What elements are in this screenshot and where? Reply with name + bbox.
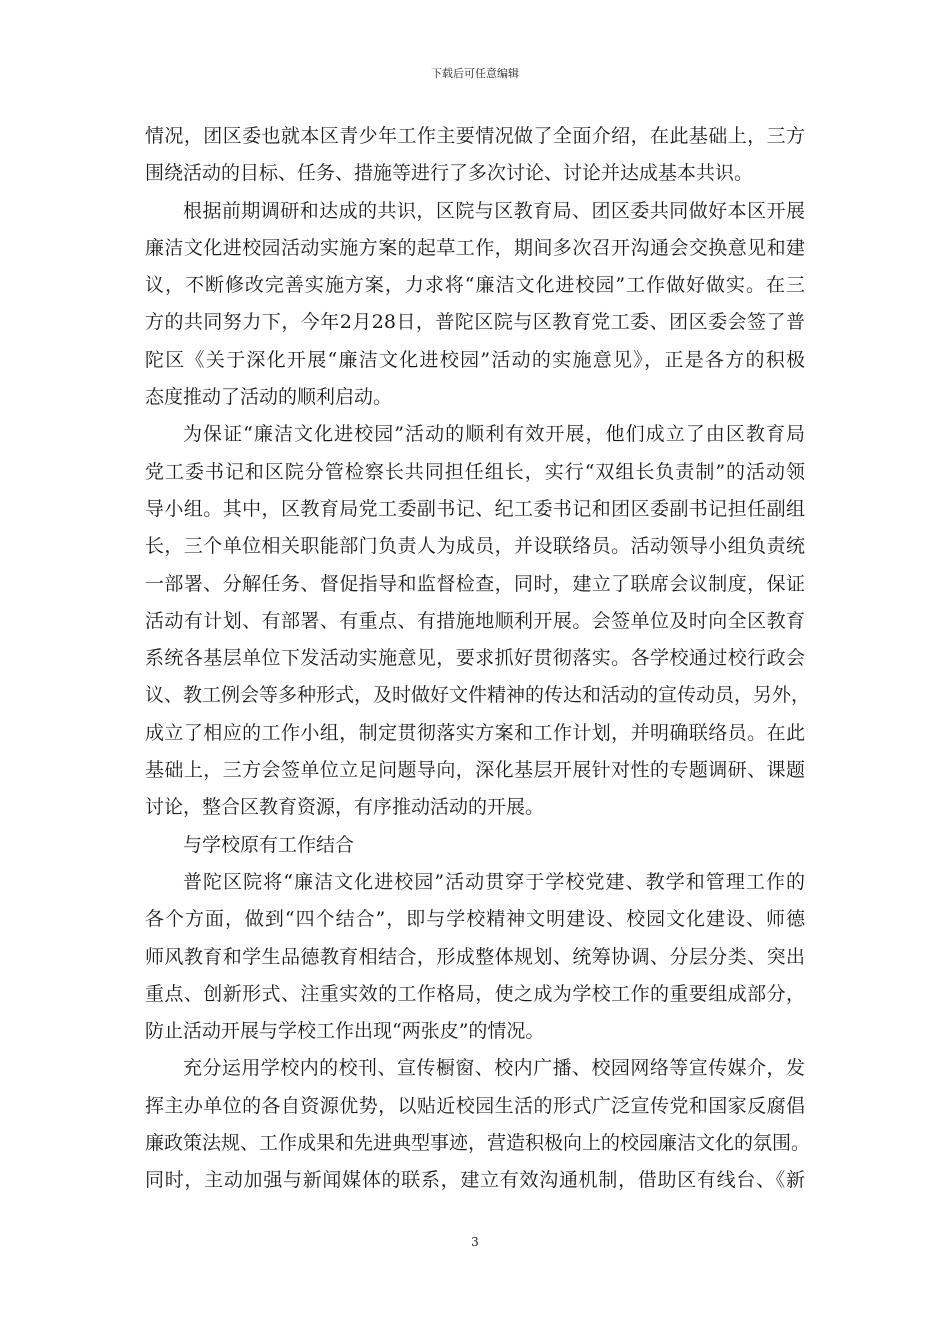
text-line: 党工委书记和区院分管检察长共同担任组长，实行“双组长负责制”的活动领 (145, 460, 805, 483)
document-body (145, 118, 811, 1200)
text-line: 廉洁文化进校园活动实施方案的起草工作，期间多次召开沟通会交换意见和建 (145, 236, 805, 259)
paragraph-first-line: 为保证“廉洁文化进校园”活动的顺利有效开展，他们成立了由区教育局 (183, 423, 805, 446)
text-line: 方的共同努力下，今年2月28日，普陀区院与区教育党工委、团区委会签了普 (145, 311, 805, 334)
text-line: 师风教育和学生品德教育相结合，形成整体规划、统筹协调、分层分类、突出 (145, 945, 805, 968)
text-line: 各个方面，做到“四个结合”，即与学校精神文明建设、校园文化建设、师德 (145, 908, 805, 931)
section-heading: 与学校原有工作结合 (183, 833, 355, 856)
text-line: 议，不断修改完善实施方案，力求将“廉洁文化进校园”工作做好做实。在三 (145, 274, 805, 297)
text-line: 廉政策法规、工作成果和先进典型事迹，营造积极向上的校园廉洁文化的氛围。 (145, 1132, 811, 1155)
text-line: 讨论，整合区教育资源，有序推动活动的开展。 (145, 796, 545, 819)
text-line: 基础上，三方会签单位立足问题导向，深化基层开展针对性的专题调研、课题 (145, 759, 805, 782)
text-line: 挥主办单位的各自资源优势，以贴近校园生活的形式广泛宣传党和国家反腐倡 (145, 1094, 805, 1117)
text-line: 态度推动了活动的顺利启动。 (145, 386, 393, 409)
text-line: 围绕活动的目标、任务、措施等进行了多次讨论、讨论并达成基本共识。 (145, 162, 754, 185)
text-line: 防止活动开展与学校工作出现“两张皮”的情况。 (145, 1020, 545, 1043)
text-line: 陀区《关于深化开展“廉洁文化进校园”活动的实施意见》，正是各方的积极 (145, 348, 805, 371)
paragraph-first-line: 普陀区院将“廉洁文化进校园”活动贯穿于学校党建、教学和管理工作的 (183, 870, 805, 893)
text-line: 议、教工例会等多种形式，及时做好文件精神的传达和活动的宣传动员，另外， (145, 684, 811, 707)
text-line: 长，三个单位相关职能部门负责人为成员，并设联络员。活动领导小组负责统 (145, 535, 805, 558)
text-line: 重点、创新形式、注重实效的工作格局，使之成为学校工作的重要组成部分， (145, 982, 805, 1005)
text-line: 活动有计划、有部署、有重点、有措施地顺利开展。会签单位及时向全区教育 (145, 609, 805, 632)
paragraph-first-line: 充分运用学校内的校刊、宣传橱窗、校内广播、校园网络等宣传媒介，发 (183, 1057, 805, 1080)
text-line: 系统各基层单位下发活动实施意见，要求抓好贯彻落实。各学校通过校行政会 (145, 647, 805, 670)
page-number: 3 (471, 1235, 479, 1249)
text-line: 一部署、分解任务、督促指导和监督检查，同时，建立了联席会议制度，保证 (145, 572, 805, 595)
text-line: 同时，主动加强与新闻媒体的联系，建立有效沟通机制，借助区有线台、《新 (145, 1169, 805, 1192)
text-line: 情况，团区委也就本区青少年工作主要情况做了全面介绍，在此基础上，三方 (145, 125, 805, 147)
text-line: 成立了相应的工作小组，制定贯彻落实方案和工作计划，并明确联络员。在此 (145, 721, 805, 744)
page-header: 下载后可任意编辑 (431, 67, 519, 80)
paragraph-first-line: 根据前期调研和达成的共识，区院与区教育局、团区委共同做好本区开展 (183, 199, 805, 222)
text-line: 导小组。其中，区教育局党工委副书记、纪工委书记和团区委副书记担任副组 (145, 497, 805, 520)
